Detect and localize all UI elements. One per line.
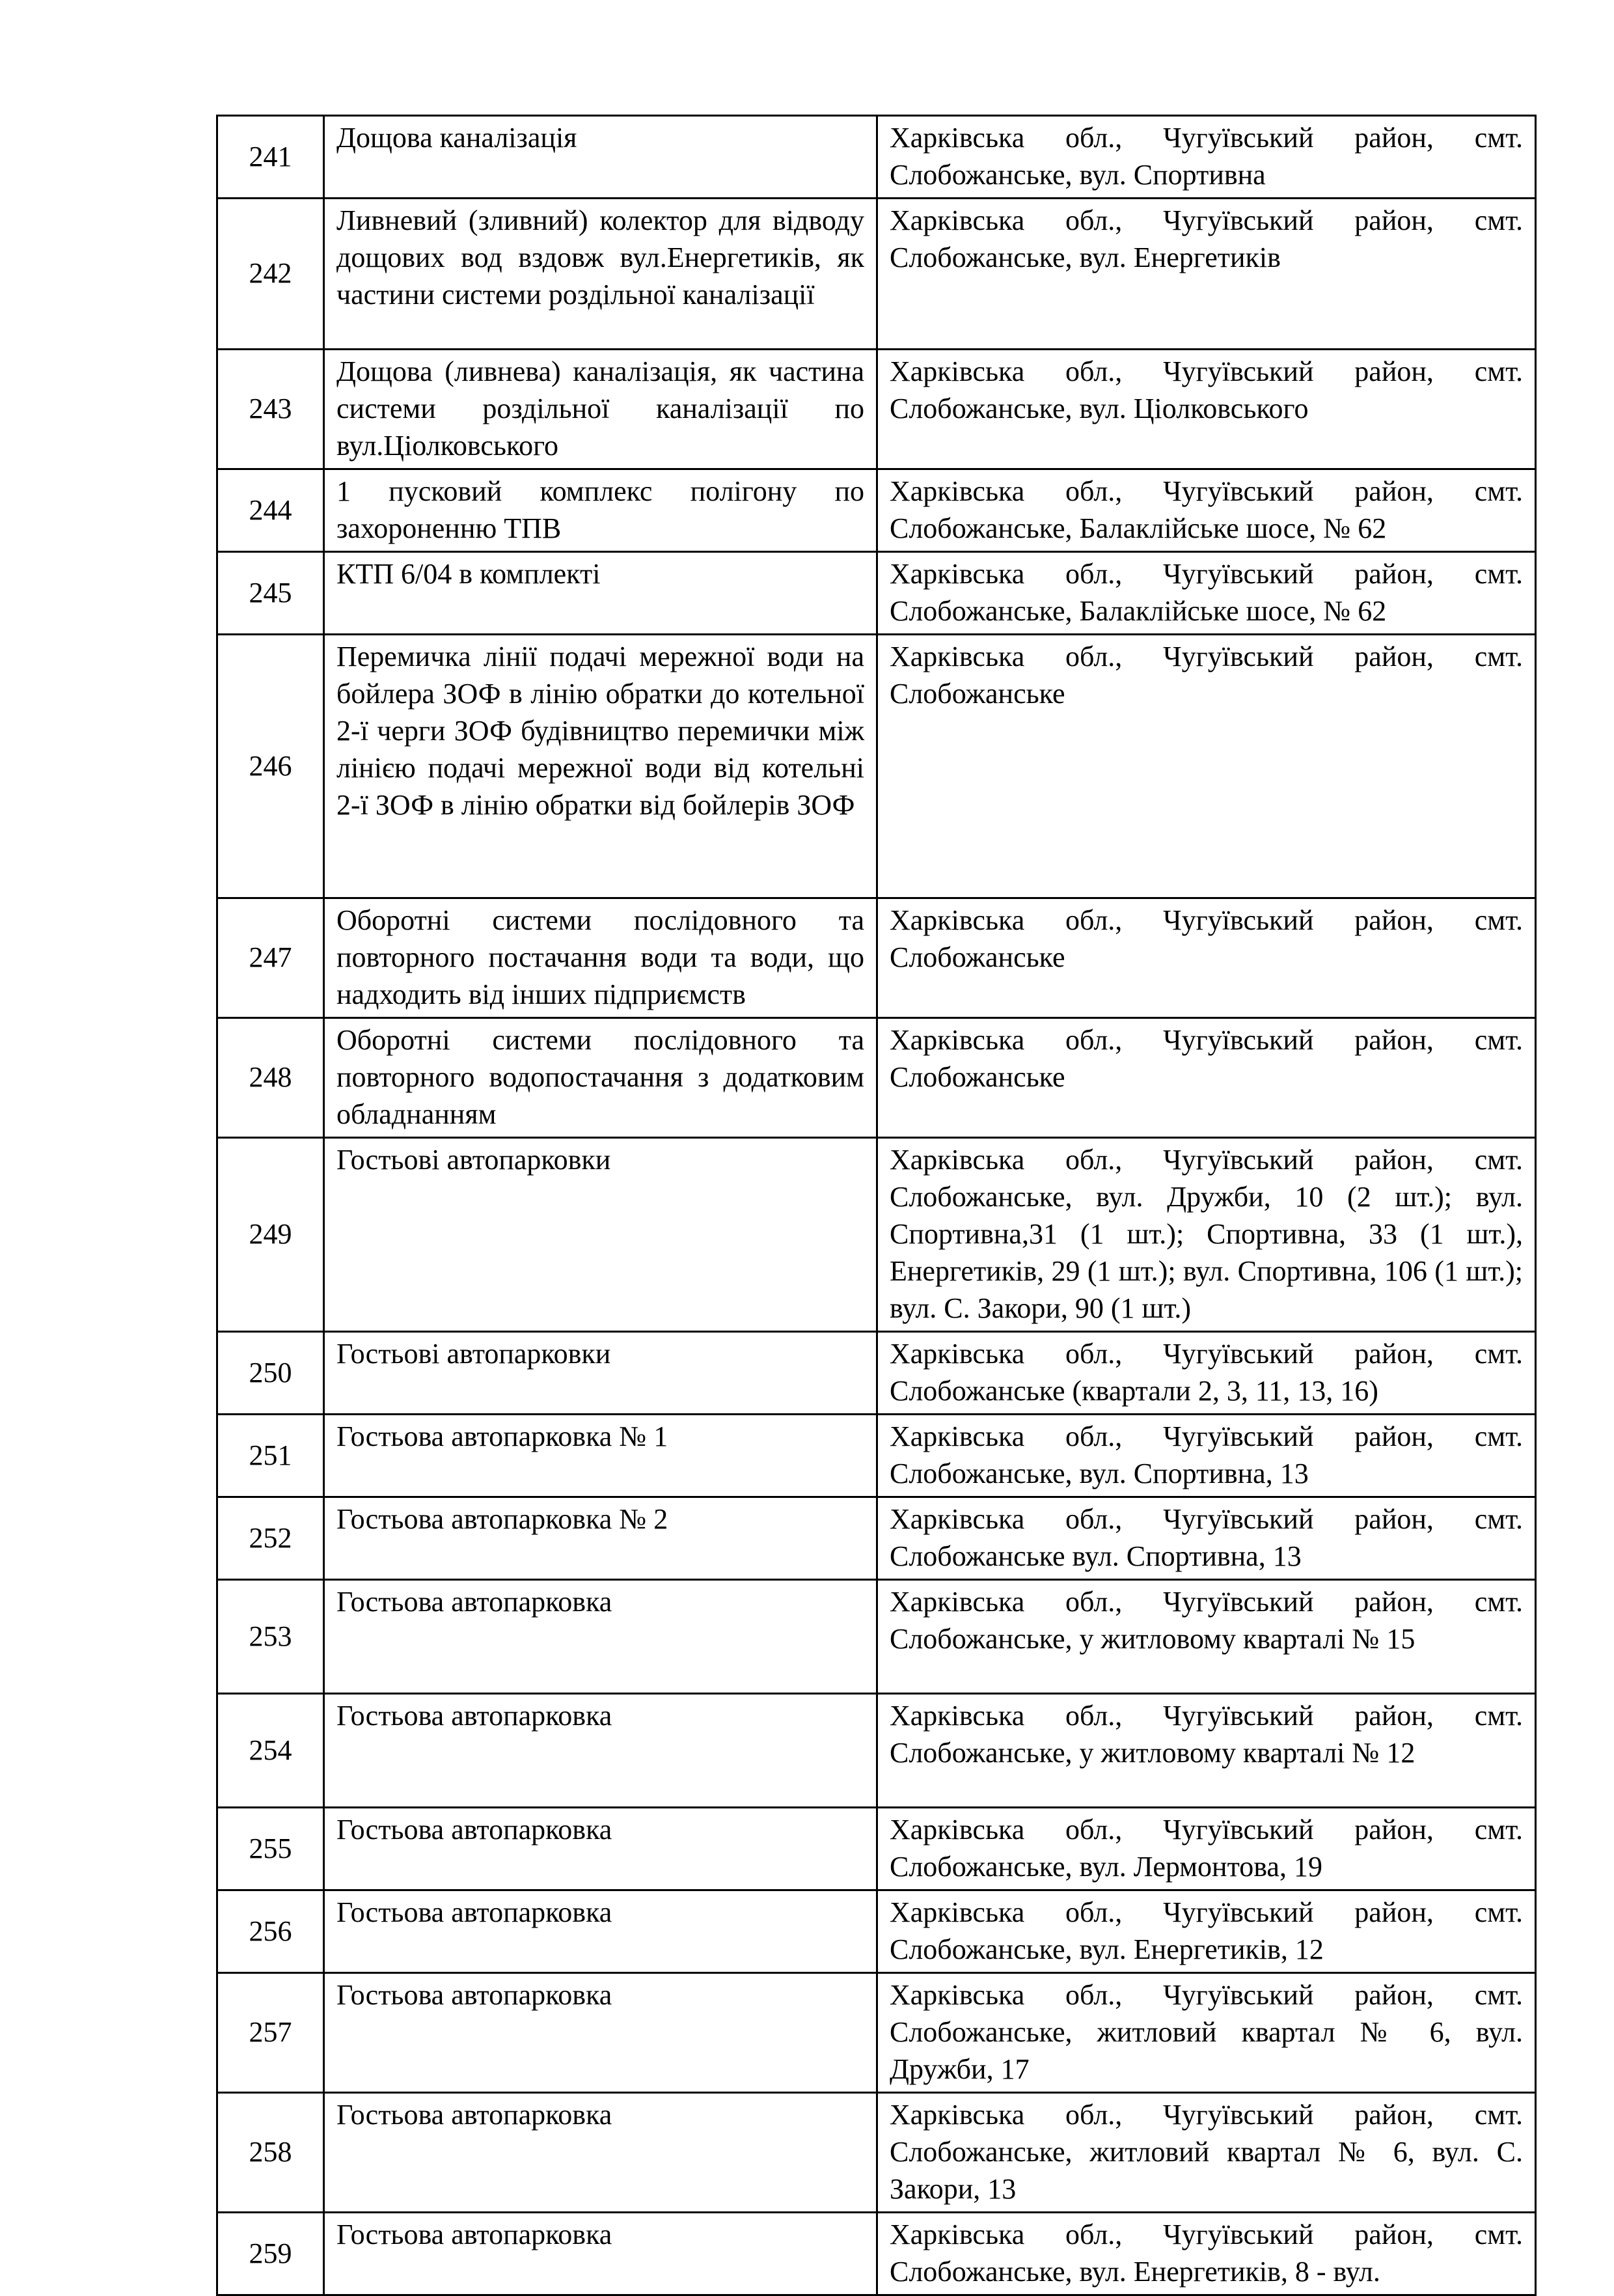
row-number: 258 [217, 2093, 324, 2213]
object-address: Харківська обл., Чугуївський район, смт. Слобожанське, житловий квартал № 6, вул. Дружби, 17 [877, 1973, 1536, 2093]
row-number: 256 [217, 1890, 324, 1973]
object-address: Харківська обл., Чугуївський район, смт. Слобожанське, у житловому кварталі № 12 [877, 1694, 1536, 1808]
object-address: Харківська обл., Чугуївський район, смт. Слобожанське (квартали 2, 3, 11, 13, 16) [877, 1332, 1536, 1415]
object-name: Гостьова автопарковка [324, 2213, 877, 2295]
table-row [217, 1580, 1536, 1694]
registry-table-body [217, 116, 1536, 2295]
table-row [217, 1694, 1536, 1808]
object-address: Харківська обл., Чугуївський район, смт. Слобожанське, житловий квартал № 6, вул. С. Закори, 13 [877, 2093, 1536, 2213]
object-address: Харківська обл., Чугуївський район, смт. Слобожанське [877, 1018, 1536, 1138]
table-row [217, 1890, 1536, 1973]
object-name: Гостьова автопарковка [324, 1973, 877, 2093]
object-name: Дощова каналізація [324, 116, 877, 199]
object-address: Харківська обл., Чугуївський район, смт. Слобожанське, Балаклійське шосе, № 62 [877, 469, 1536, 552]
table-row [217, 2093, 1536, 2213]
object-address: Харківська обл., Чугуївський район, смт. Слобожанське [877, 898, 1536, 1018]
row-number: 248 [217, 1018, 324, 1138]
object-name: Гостьові автопарковки [324, 1138, 877, 1332]
object-address: Харківська обл., Чугуївський район, смт. Слобожанське, вул. Спортивна [877, 116, 1536, 199]
object-name: Гостьова автопарковка № 1 [324, 1415, 877, 1497]
object-address: Харківська обл., Чугуївський район, смт. Слобожанське, вул. Енергетиків, 12 [877, 1890, 1536, 1973]
object-name: Гостьова автопарковка [324, 2093, 877, 2213]
object-name: Оборотні системи послідовного та повторного водопостачання з додатковим обладнанням [324, 1018, 877, 1138]
object-name: КТП 6/04 в комплекті [324, 552, 877, 635]
object-address: Харківська обл., Чугуївський район, смт. Слобожанське, вул. Лермонтова, 19 [877, 1808, 1536, 1890]
table-row [217, 199, 1536, 350]
object-name: Перемичка лінії подачі мережної води на бойлера ЗОФ в лінію обратки до котельної 2-ї черги ЗОФ будівництво перемички між лінією подачі мережної води від котельні 2-ї ЗОФ в лінію обратки від бойлерів ЗОФ [324, 635, 877, 898]
row-number: 251 [217, 1415, 324, 1497]
row-number: 250 [217, 1332, 324, 1415]
table-row [217, 350, 1536, 469]
object-name: Оборотні системи послідовного та повторного постачання води та води, що надходить від інших підприємств [324, 898, 877, 1018]
table-row [217, 1973, 1536, 2093]
object-address: Харківська обл., Чугуївський район, смт. Слобожанське, вул. Енергетиків [877, 199, 1536, 350]
object-name: Гостьова автопарковка [324, 1890, 877, 1973]
row-number: 242 [217, 199, 324, 350]
object-name: Гостьова автопарковка [324, 1580, 877, 1694]
row-number: 252 [217, 1497, 324, 1580]
object-name: Гостьова автопарковка [324, 1808, 877, 1890]
object-name: Дощова (ливнева) каналізація, як частина системи роздільної каналізації по вул.Ціолковського [324, 350, 877, 469]
table-row [217, 116, 1536, 199]
row-number: 247 [217, 898, 324, 1018]
table-row [217, 635, 1536, 898]
object-name: Гостьові автопарковки [324, 1332, 877, 1415]
object-address: Харківська обл., Чугуївський район, смт. Слобожанське, вул. Енергетиків, 8 - вул. [877, 2213, 1536, 2295]
row-number: 255 [217, 1808, 324, 1890]
table-row [217, 1332, 1536, 1415]
object-name: Гостьова автопарковка [324, 1694, 877, 1808]
row-number: 249 [217, 1138, 324, 1332]
object-name: Гостьова автопарковка № 2 [324, 1497, 877, 1580]
row-number: 243 [217, 350, 324, 469]
object-address: Харківська обл., Чугуївський район, смт. Слобожанське, вул. Ціолковського [877, 350, 1536, 469]
table-row [217, 1808, 1536, 1890]
object-address: Харківська обл., Чугуївський район, смт. Слобожанське, вул. Дружби, 10 (2 шт.); вул. Спортивна,31 (1 шт.); Спортивна, 33 (1 шт.), Енергетиків, 29 (1 шт.); вул. Спортивна, 106 (1 шт.); вул. С. Закори, 90 (1 шт.) [877, 1138, 1536, 1332]
object-name: 1 пусковий комплекс полігону по захороненню ТПВ [324, 469, 877, 552]
object-address: Харківська обл., Чугуївський район, смт. Слобожанське вул. Спортивна, 13 [877, 1497, 1536, 1580]
table-row [217, 2213, 1536, 2295]
table-row [217, 1415, 1536, 1497]
object-address: Харківська обл., Чугуївський район, смт. Слобожанське [877, 635, 1536, 898]
row-number: 254 [217, 1694, 324, 1808]
row-number: 244 [217, 469, 324, 552]
row-number: 253 [217, 1580, 324, 1694]
registry-table [216, 115, 1537, 2296]
object-address: Харківська обл., Чугуївський район, смт. Слобожанське, Балаклійське шосе, № 62 [877, 552, 1536, 635]
table-row [217, 898, 1536, 1018]
row-number: 245 [217, 552, 324, 635]
table-row [217, 1138, 1536, 1332]
object-address: Харківська обл., Чугуївський район, смт. Слобожанське, у житловому кварталі № 15 [877, 1580, 1536, 1694]
row-number: 241 [217, 116, 324, 199]
row-number: 259 [217, 2213, 324, 2295]
table-row [217, 1018, 1536, 1138]
row-number: 257 [217, 1973, 324, 2093]
row-number: 246 [217, 635, 324, 898]
object-address: Харківська обл., Чугуївський район, смт. Слобожанське, вул. Спортивна, 13 [877, 1415, 1536, 1497]
table-row [217, 469, 1536, 552]
table-row [217, 1497, 1536, 1580]
object-name: Ливневий (зливний) колектор для відводу дощових вод вздовж вул.Енергетиків, як частини системи роздільної каналізації [324, 199, 877, 350]
table-row [217, 552, 1536, 635]
